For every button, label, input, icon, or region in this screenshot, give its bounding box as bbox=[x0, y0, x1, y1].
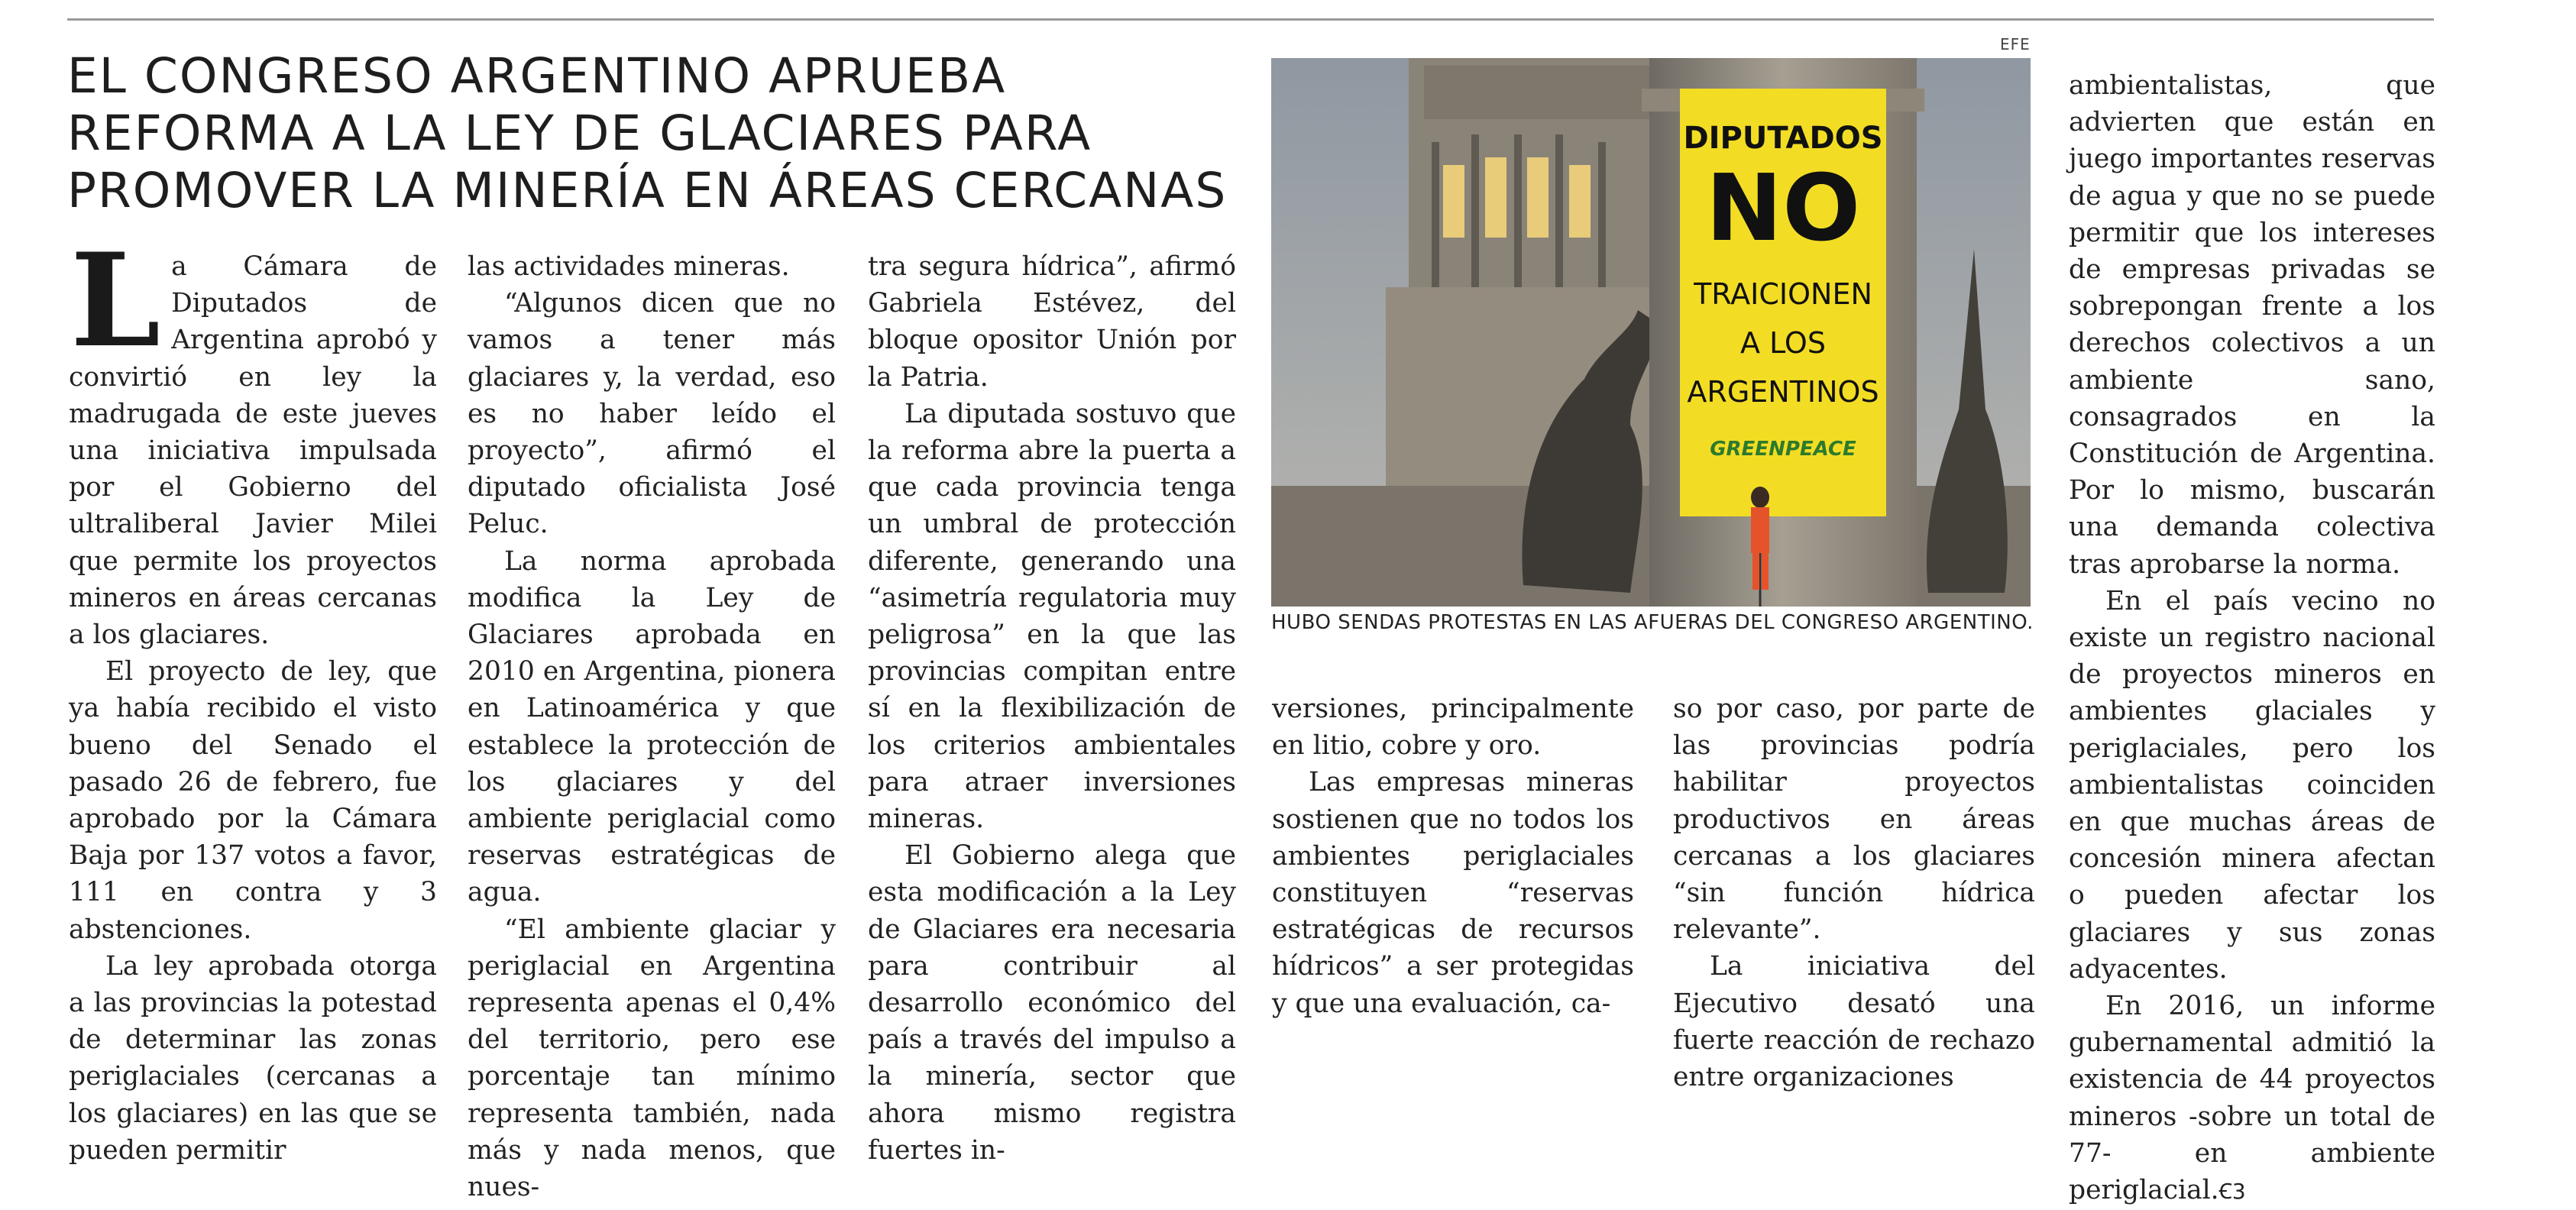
headline: EL CONGRESO ARGENTINO APRUEBA REFORMA A LA LEY DE GLACIARES PARA PROMOVER LA MINERÍA EN ÁREAS CERCANAS bbox=[67, 48, 1228, 218]
paragraph-1-text: a Cámara de Diputados de Argentina aprobó y convirtió en ley la madrugada de este jueves una iniciativa impulsada por el Gobierno del ultraliberal Javier Milei que permite los proyectos mineros en áreas cercanas a los glaciares. bbox=[69, 251, 437, 651]
paragraph-1 bbox=[69, 225, 437, 653]
photo-caption: HUBO SENDAS PROTESTAS EN LAS AFUERAS DEL CONGRESO ARGENTINO. bbox=[1271, 611, 2034, 634]
paragraph-9: Las empresas mineras sostienen que no todos los ambientes periglaciales constituyen “reservas estratégicas de recursos hídricos” a ser protegidas y que una evaluación, ca- bbox=[1272, 767, 1634, 1019]
paragraph-8: El Gobierno alega que esta modificación a la Ley de Glaciares era necesaria para contribuir al desarrollo económico del país a través del impulso a la minería, sector que ahora mismo registra fuertes in- bbox=[868, 840, 1236, 1166]
text-column-4 bbox=[1272, 691, 1634, 1022]
top-rule bbox=[67, 18, 2434, 21]
paragraph-12-text: En 2016, un informe gubernamental admitió la existencia de 44 proyectos mineros -sobre un total de 77- en ambiente periglacial. bbox=[2069, 991, 2435, 1206]
protest-photo bbox=[1271, 58, 2031, 607]
paragraph-10-continued: ambientalistas, que advierten que están en juego importantes reservas de agua y que no se puede permitir que los intereses de empresas privadas se sobrepongan frente a los derechos colectivos a un ambiente sano, consagrados en la Constitución de Argentina. Por lo mismo, buscarán una demanda colectiva tras aprobarse la norma. bbox=[2069, 70, 2435, 580]
paragraph-8-continued: versiones, principalmente en litio, cobre y oro. bbox=[1272, 694, 1634, 762]
photo-credit: EFE bbox=[2000, 35, 2031, 53]
paragraph-5: La norma aprobada modifica la Ley de Glaciares aprobada en 2010 en Argentina, pionera en Latinoamérica y que establece la protección de los glaciares y del ambiente periglacial como reservas estratégicas de agua. bbox=[468, 545, 836, 908]
paragraph-6-continued: tra segura hídrica”, afirmó Gabriela Estévez, del bloque opositor Unión por la Patria. bbox=[868, 251, 1236, 393]
paragraph-3-continued: las actividades mineras. bbox=[468, 251, 790, 282]
end-mark: Ꞓ3 bbox=[2218, 1179, 2246, 1205]
banner-text-3: TRAICIONEN bbox=[1694, 277, 1872, 311]
banner-brand: GREENPEACE bbox=[1710, 438, 1856, 461]
protest-photo-illustration bbox=[1271, 58, 2031, 607]
paragraph-9-continued: so por caso, por parte de las provincias podría habilitar proyectos productivos en áreas cercanas a los glaciares “sin función hídrica relevante”. bbox=[1673, 694, 2035, 946]
paragraph-4: “Algunos dicen que no vamos a tener más glaciares y, la verdad, eso es no haber leído el proyecto”, afirmó el diputado oficialista José Peluc. bbox=[468, 288, 836, 540]
paragraph-11: En el país vecino no existe un registro nacional de proyectos mineros en ambientes glaciales y periglaciales, pero los ambientalistas coinciden en que muchas áreas de concesión minera afectan o pueden afectar los glaciares y sus zonas adyacentes. bbox=[2069, 585, 2435, 985]
drop-cap: L bbox=[70, 225, 161, 376]
paragraph-2: El proyecto de ley, que ya había recibido el visto bueno del Senado el pasado 26 de febrero, fue aprobado por la Cámara Baja por 137 votos a favor, 111 en contra y 3 abstenciones. bbox=[69, 656, 437, 945]
banner-text-1: DIPUTADOS bbox=[1683, 121, 1883, 156]
paragraph-10: La iniciativa del Ejecutivo desató una fuerte reacción de rechazo entre organizaciones bbox=[1673, 951, 2035, 1093]
text-column-2 bbox=[468, 248, 836, 1205]
text-column-5 bbox=[1673, 691, 2035, 1095]
paragraph-6: “El ambiente glaciar y periglacial en Argentina representa apenas el 0,4% del territorio, pero ese porcentaje tan mínimo representa también, nada más y nada menos, que nues- bbox=[468, 914, 836, 1203]
paragraph-12 bbox=[2069, 988, 2435, 1210]
banner-text-2: NO bbox=[1705, 156, 1861, 262]
text-column-1 bbox=[69, 225, 437, 1169]
paragraph-3: La ley aprobada otorga a las provincias la potestad de determinar las zonas periglaciales (cercanas a los glaciares) en las que se pueden permitir bbox=[69, 950, 437, 1166]
paragraph-7: La diputada sostuvo que la reforma abre la puerta a que cada provincia tenga un umbral de protección diferente, generando una “asimetría regulatoria muy peligrosa” en la que las provincias compitan entre sí en la flexibilización de los criterios ambientales para atraer inversiones mineras. bbox=[868, 398, 1236, 835]
text-column-6 bbox=[2069, 67, 2435, 1210]
text-column-3 bbox=[868, 248, 1236, 1169]
banner-text-4: A LOS bbox=[1740, 326, 1826, 360]
banner-text-5: ARGENTINOS bbox=[1687, 375, 1879, 409]
